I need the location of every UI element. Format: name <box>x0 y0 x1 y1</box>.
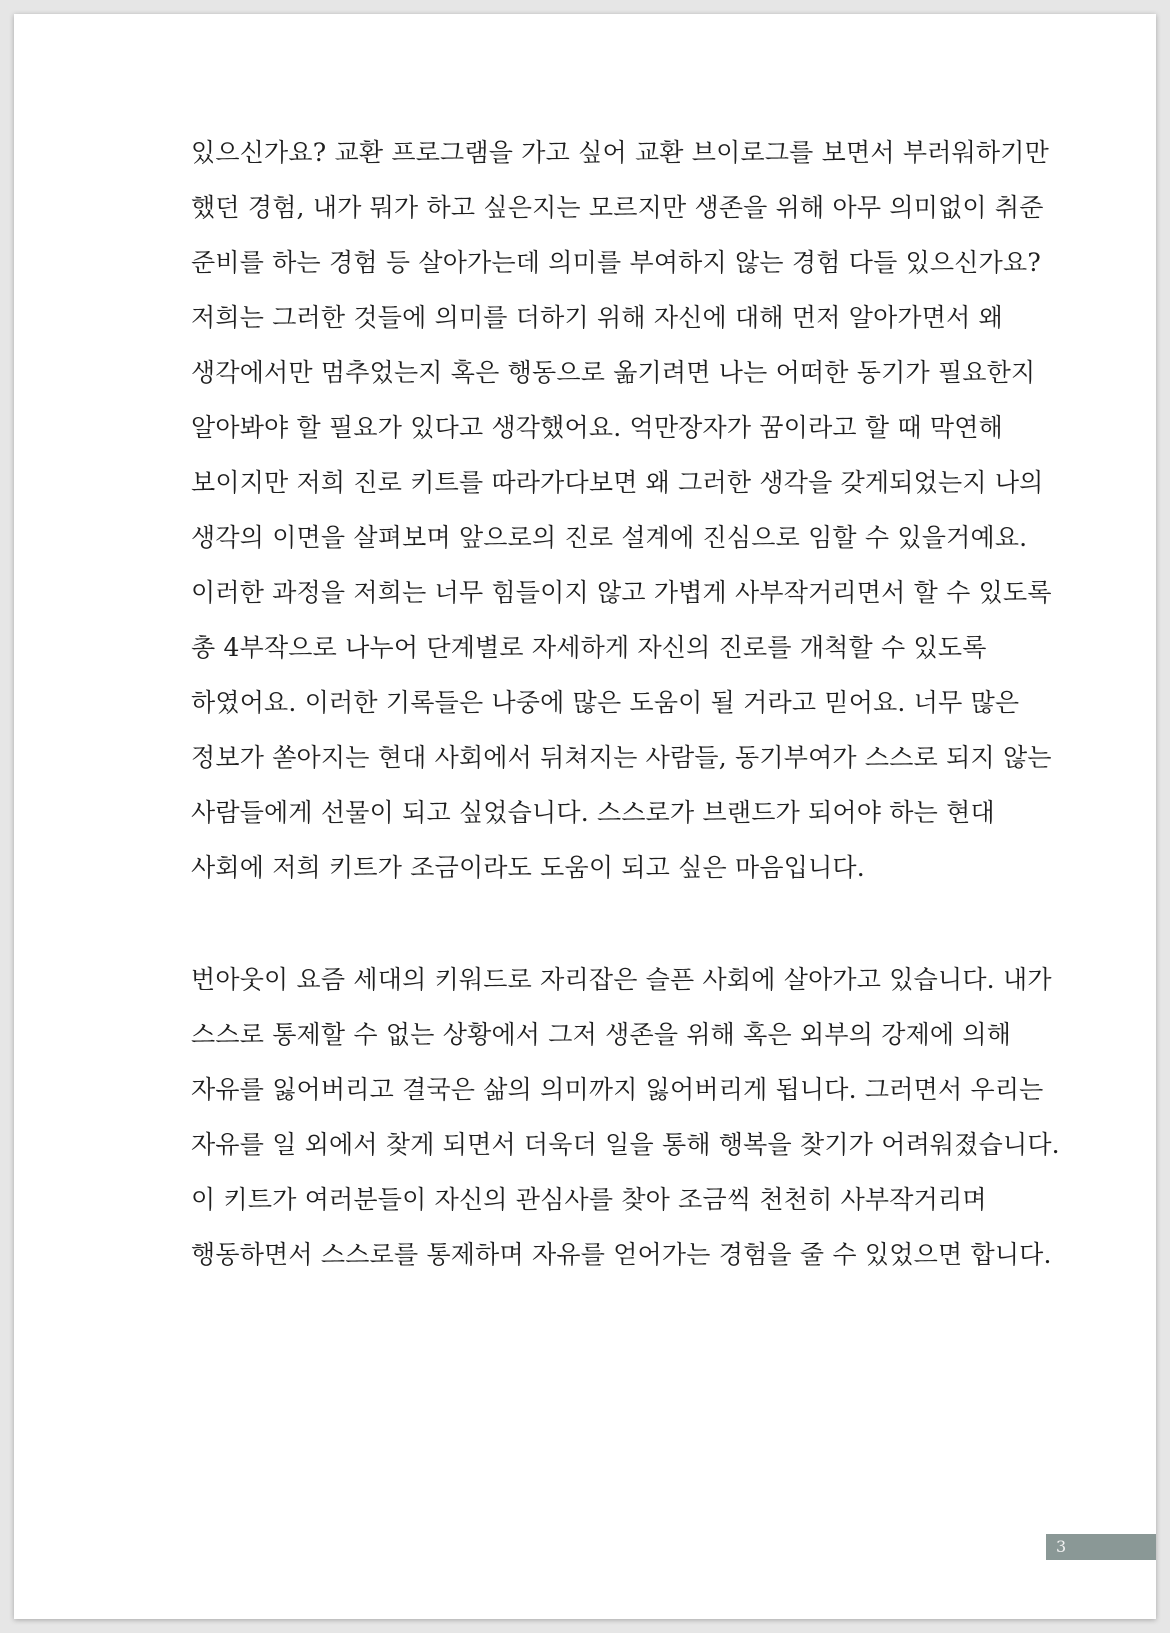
text-line: 알아봐야 할 필요가 있다고 생각했어요. 억만장자가 꿈이라고 할 때 막연해 <box>191 413 1003 442</box>
text-line: 스스로 통제할 수 없는 상황에서 그저 생존을 위해 혹은 외부의 강제에 의해 <box>191 1020 1012 1049</box>
text-line: 하였어요. 이러한 기록들은 나중에 많은 도움이 될 거라고 믿어요. 너무 많은 <box>191 688 1020 717</box>
paragraph-2 <box>191 952 1060 1282</box>
text-line: 행동하면서 스스로를 통제하며 자유를 얻어가는 경험을 줄 수 있었으면 합니다. <box>191 1240 1052 1269</box>
text-line: 번아웃이 요즘 세대의 키워드로 자리잡은 슬픈 사회에 살아가고 있습니다. 내가 <box>191 965 1052 994</box>
text-line: 자유를 일 외에서 찾게 되면서 더욱더 일을 통해 행복을 찾기가 어려워졌습니다. <box>191 1130 1060 1159</box>
paragraph-1 <box>191 125 1052 895</box>
document-page <box>14 14 1156 1619</box>
text-line: 사회에 저희 키트가 조금이라도 도움이 되고 싶은 마음입니다. <box>191 853 865 882</box>
text-line: 보이지만 저희 진로 키트를 따라가다보면 왜 그러한 생각을 갖게되었는지 나의 <box>191 468 1044 497</box>
text-line: 총 4부작으로 나누어 단계별로 자세하게 자신의 진로를 개척할 수 있도록 <box>191 633 987 662</box>
text-line: 생각의 이면을 살펴보며 앞으로의 진로 설계에 진심으로 임할 수 있을거예요. <box>191 523 1028 552</box>
text-line: 자유를 잃어버리고 결국은 삶의 의미까지 잃어버리게 됩니다. 그러면서 우리는 <box>191 1075 1044 1104</box>
paragraph-spacer <box>191 895 1036 952</box>
text-line: 저희는 그러한 것들에 의미를 더하기 위해 자신에 대해 먼저 알아가면서 왜 <box>191 303 1003 332</box>
body-text <box>191 125 1060 1282</box>
text-line: 정보가 쏟아지는 현대 사회에서 뒤쳐지는 사람들, 동기부여가 스스로 되지 않는 <box>191 743 1052 772</box>
text-line: 이러한 과정을 저희는 너무 힘들이지 않고 가볍게 사부작거리면서 할 수 있도록 <box>191 578 1052 607</box>
page-number: 3 <box>1056 1537 1067 1556</box>
text-line: 사람들에게 선물이 되고 싶었습니다. 스스로가 브랜드가 되어야 하는 현대 <box>191 798 995 827</box>
text-line: 생각에서만 멈추었는지 혹은 행동으로 옮기려면 나는 어떠한 동기가 필요한지 <box>191 358 1036 387</box>
text-line: 이 키트가 여러분들이 자신의 관심사를 찾아 조금씩 천천히 사부작거리며 <box>191 1185 987 1214</box>
page-number-bar <box>1046 1534 1156 1560</box>
text-line: 했던 경험, 내가 뭐가 하고 싶은지는 모르지만 생존을 위해 아무 의미없이 취준 <box>191 193 1044 222</box>
text-line: 있으신가요? 교환 프로그램을 가고 싶어 교환 브이로그를 보면서 부러워하기만 <box>191 138 1049 167</box>
text-line: 준비를 하는 경험 등 살아가는데 의미를 부여하지 않는 경험 다들 있으신가요? <box>191 248 1041 277</box>
